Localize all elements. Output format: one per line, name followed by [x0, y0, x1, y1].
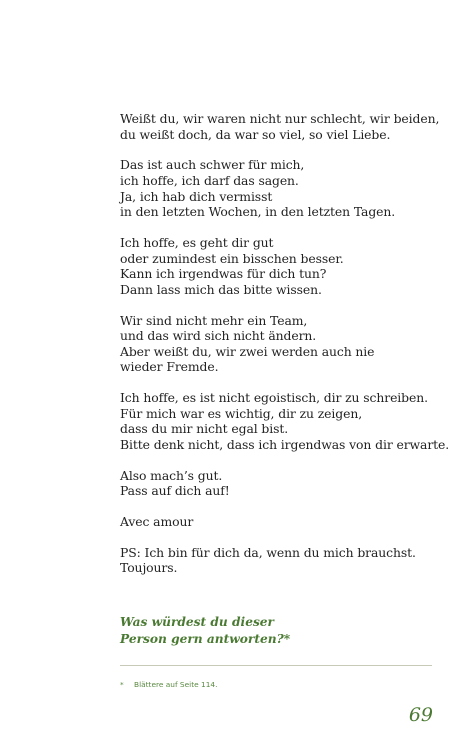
letter-line: Aber weißt du, wir zwei werden auch nie [120, 343, 375, 359]
page-number: 69 [408, 704, 433, 726]
letter-line: du weißt doch, da war so viel, so viel Liebe. [120, 126, 391, 142]
letter-line: Avec amour [120, 514, 194, 529]
letter-line: Ich hoffe, es geht dir gut [120, 234, 274, 250]
letter-line: PS: Ich bin für dich da, wenn du mich brauchst. [120, 544, 416, 560]
letter-stanza [120, 157, 450, 219]
letter-line: Dann lass mich das bitte wissen. [120, 281, 322, 297]
footnote-divider [120, 665, 432, 666]
letter-line: dass du mir nicht egal bist. [120, 421, 289, 437]
footnote-marker: * [120, 680, 124, 689]
letter-line: Ja, ich hab dich vermisst [120, 188, 273, 204]
letter-stanza [120, 514, 450, 530]
letter-stanza [120, 111, 450, 142]
letter-line: ich hoffe, ich darf das sagen. [120, 172, 299, 188]
letter-line: wieder Fremde. [120, 359, 219, 375]
letter-line: Kann ich irgendwas für dich tun? [120, 266, 327, 282]
footnote-text: Blättere auf Seite 114. [134, 680, 218, 689]
letter-body [120, 111, 450, 591]
letter-line: Also mach’s gut. [120, 467, 223, 483]
letter-line: Für mich war es wichtig, dir zu zeigen, [120, 405, 363, 421]
letter-line: Wir sind nicht mehr ein Team, [120, 312, 308, 328]
reflection-question [120, 614, 290, 648]
letter-line: Toujours. [120, 560, 178, 576]
question-line-2: Person gern antworten?* [120, 632, 291, 646]
letter-line: oder zumindest ein bisschen besser. [120, 250, 344, 266]
question-line-1: Was würdest du dieser [120, 615, 274, 629]
letter-line: in den letzten Wochen, in den letzten Tagen. [120, 204, 396, 220]
letter-line: Bitte denk nicht, dass ich irgendwas von dir erwarte. [120, 436, 450, 452]
letter-line: und das wird sich nicht ändern. [120, 328, 317, 344]
letter-line: Ich hoffe, es ist nicht egoistisch, dir zu schreiben. [120, 390, 428, 406]
letter-line: Das ist auch schwer für mich, [120, 157, 305, 173]
letter-line: Pass auf dich auf! [120, 483, 230, 499]
letter-line: Weißt du, wir waren nicht nur schlecht, wir beiden, [120, 111, 440, 126]
letter-stanza [120, 235, 450, 297]
letter-stanza [120, 468, 450, 499]
letter-stanza [120, 390, 450, 452]
letter-stanza [120, 313, 450, 375]
footnote [120, 680, 217, 689]
letter-stanza [120, 545, 450, 576]
